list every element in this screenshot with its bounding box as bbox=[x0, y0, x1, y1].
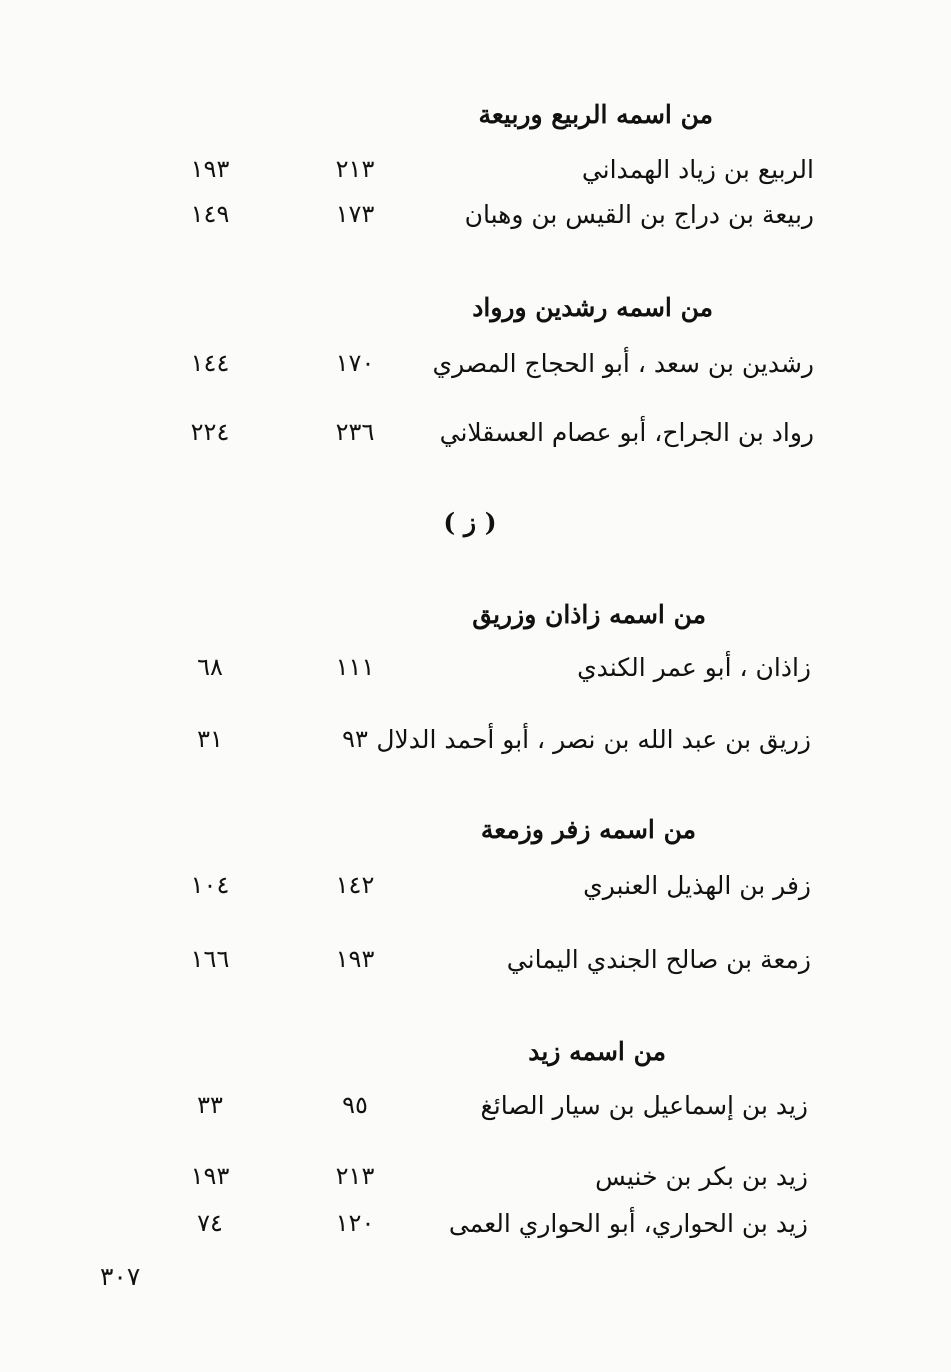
section-heading-zufar: من اسمه زفر وزمعة bbox=[480, 815, 696, 844]
entry-number-primary: ٢١٣ bbox=[335, 155, 375, 183]
section-heading-rushdin: من اسمه رشدين ورواد bbox=[472, 293, 713, 322]
entry-number-secondary: ١٠٤ bbox=[190, 871, 230, 899]
entry-name: زيد بن الحواري، أبو الحواري العمى bbox=[448, 1209, 808, 1238]
entry-number-primary: ١٧٠ bbox=[335, 349, 375, 377]
entry-name: ربيعة بن دراج بن القيس بن وهبان bbox=[464, 200, 814, 229]
letter-divider: ( ز ) bbox=[443, 508, 497, 537]
entry-number-secondary: ٦٨ bbox=[197, 653, 223, 681]
entry-number-secondary: ١٩٣ bbox=[190, 1162, 230, 1190]
section-heading-zadhan: من اسمه زاذان وزريق bbox=[472, 600, 706, 629]
entry-name: الربيع بن زياد الهمداني bbox=[581, 155, 814, 184]
entry-name: زيد بن بكر بن خنيس bbox=[595, 1162, 808, 1191]
entry-number-secondary: ٣٣ bbox=[197, 1091, 223, 1119]
entry-number-primary: ١٢٠ bbox=[335, 1209, 375, 1237]
section-heading-rabi: من اسمه الربيع وربيعة bbox=[478, 100, 713, 129]
entry-number-primary: ١٩٣ bbox=[335, 945, 375, 973]
entry-number-secondary: ١٤٩ bbox=[190, 200, 230, 228]
entry-number-secondary: ١٦٦ bbox=[190, 945, 230, 973]
entry-number-primary: ٩٥ bbox=[342, 1091, 368, 1119]
entry-number-secondary: ٣١ bbox=[197, 725, 223, 753]
entry-number-primary: ١١١ bbox=[335, 653, 375, 681]
entry-number-primary: ٢٣٦ bbox=[335, 418, 375, 446]
entry-number-primary: ١٤٢ bbox=[335, 871, 375, 899]
entry-name: زريق بن عبد الله بن نصر ، أبو أحمد الدلال bbox=[376, 725, 811, 754]
entry-name: زيد بن إسماعيل بن سيار الصائغ bbox=[480, 1091, 808, 1120]
section-heading-zayd: من اسمه زيد bbox=[528, 1037, 666, 1066]
entry-number-primary: ٩٣ bbox=[342, 725, 368, 753]
entry-number-secondary: ٧٤ bbox=[197, 1209, 223, 1237]
entry-number-primary: ١٧٣ bbox=[335, 200, 375, 228]
entry-name: زاذان ، أبو عمر الكندي bbox=[577, 653, 811, 682]
entry-number-primary: ٢١٣ bbox=[335, 1162, 375, 1190]
entry-name: زمعة بن صالح الجندي اليماني bbox=[506, 945, 811, 974]
entry-name: رواد بن الجراح، أبو عصام العسقلاني bbox=[439, 418, 814, 447]
entry-number-secondary: ٢٢٤ bbox=[190, 418, 230, 446]
entry-number-secondary: ١٤٤ bbox=[190, 349, 230, 377]
entry-name: رشدين بن سعد ، أبو الحجاج المصري bbox=[432, 349, 814, 378]
entry-number-secondary: ١٩٣ bbox=[190, 155, 230, 183]
page-number: ٣٠٧ bbox=[100, 1262, 141, 1291]
entry-name: زفر بن الهذيل العنبري bbox=[583, 871, 811, 900]
